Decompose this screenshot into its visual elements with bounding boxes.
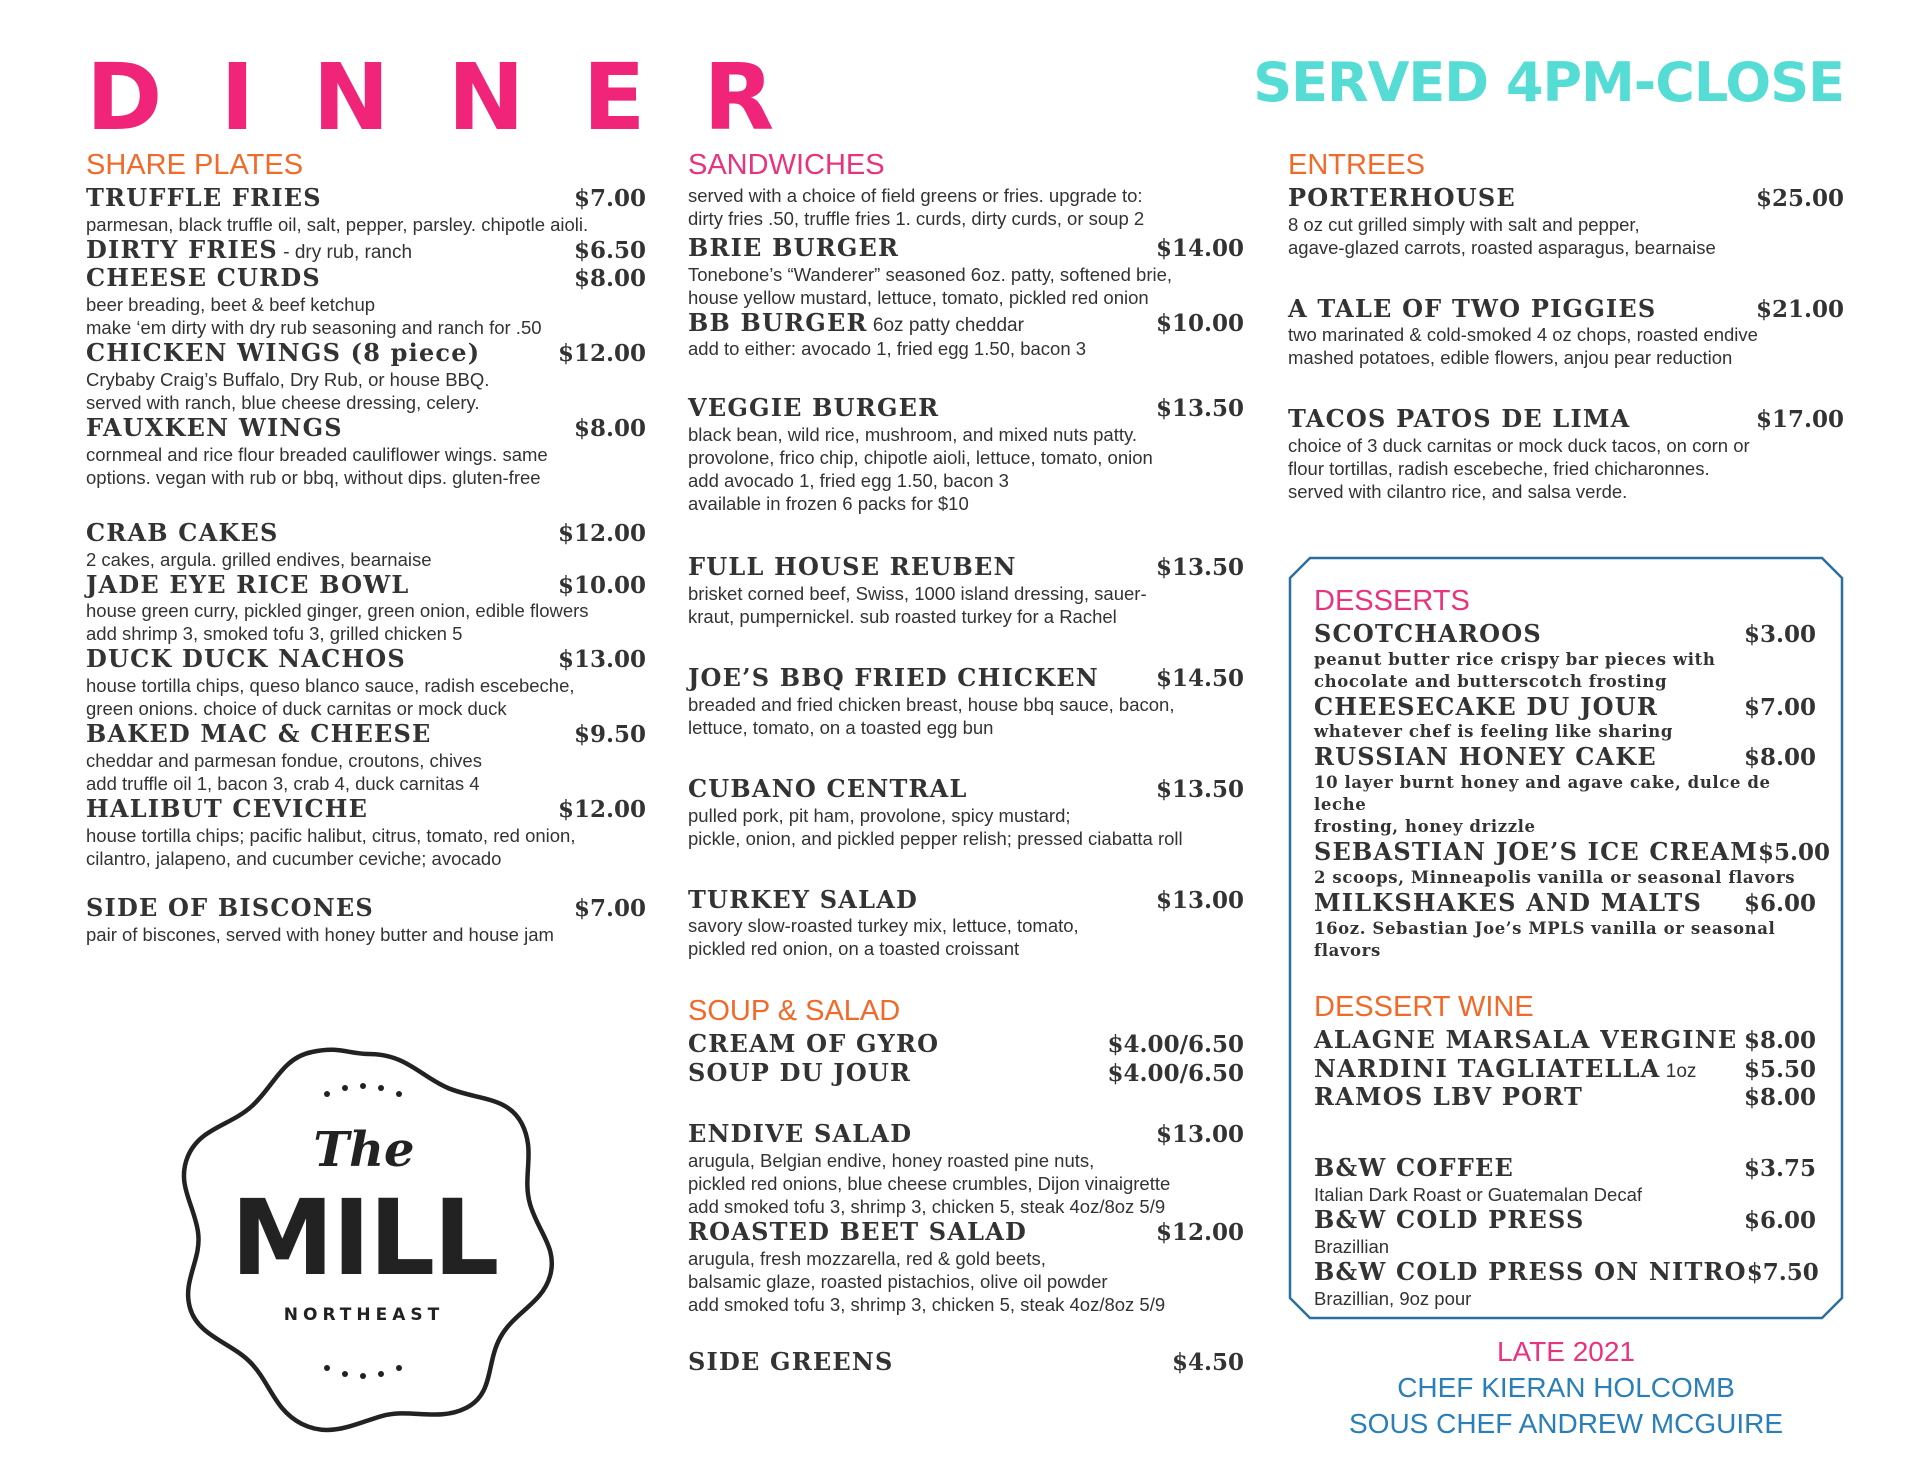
menu-item-name — [86, 184, 322, 213]
menu-item-row — [86, 894, 646, 923]
menu-item-description: peanut butter rice crispy bar pieces with — [1314, 649, 1716, 669]
menu-item-price: $13.00 — [557, 646, 646, 674]
menu-item-description: parmesan, black truffle oil, salt, pepper, parsley. chipotle aioli. — [86, 213, 589, 235]
menu-item-price: $13.00 — [1155, 886, 1244, 914]
menu-item-description: add smoked tofu 3, shrimp 3, chicken 5, steak 4oz/8oz 5/9 — [688, 1293, 1166, 1315]
menu-item-name — [86, 236, 412, 265]
menu-item-description: agave-glazed carrots, roasted asparagus, bearnaise — [1288, 236, 1716, 258]
menu-item-name-text: CHICKEN WINGS (8 piece) — [86, 338, 481, 368]
menu-item-name — [688, 664, 1099, 693]
menu-item-price: $12.00 — [1155, 1218, 1244, 1246]
menu-item-name — [688, 1120, 912, 1149]
section-heading-share-plates: SHARE PLATES — [86, 149, 304, 181]
menu-item-name — [86, 414, 343, 443]
menu-item-description: Tonebone’s “Wanderer” seasoned 6oz. patty, softened brie, — [688, 263, 1173, 285]
menu-item — [688, 553, 1244, 628]
menu-item-name — [688, 309, 1024, 338]
menu-item-row — [1314, 693, 1816, 722]
coffee-list — [1314, 1153, 1819, 1309]
desserts-box — [1288, 556, 1844, 1320]
credits-season: LATE 2021 — [1496, 1336, 1636, 1367]
menu-item-price: $10.00 — [557, 571, 646, 599]
menu-item-name-text: BRIE BURGER — [688, 232, 900, 262]
sandwiches-list — [688, 234, 1244, 961]
sandwiches-intro — [688, 184, 1244, 230]
menu-item-note: 1oz — [1660, 1060, 1697, 1082]
menu-item-price: $12.00 — [557, 796, 646, 824]
logo-main: MILL — [230, 1177, 498, 1299]
menu-item-description: kraut, pumpernickel. sub roasted turkey for a Rachel — [688, 606, 1117, 628]
menu-item-description: pair of biscones, served with honey butter and house jam — [86, 923, 554, 945]
menu-item-name — [688, 394, 939, 423]
menu-item-price: $9.50 — [573, 721, 646, 749]
menu-item-row — [688, 664, 1244, 693]
menu-item-row — [1314, 1256, 1819, 1287]
menu-item-name-text: ALAGNE MARSALA VERGINE — [1314, 1024, 1738, 1054]
menu-item-description: provolone, frico chip, chipotle aioli, lettuce, tomato, onion — [688, 447, 1153, 469]
menu-item-name-text: DIRTY FRIES — [86, 234, 278, 264]
menu-item — [688, 775, 1244, 850]
menu-item-price: $17.00 — [1755, 406, 1844, 434]
menu-item-description: brisket corned beef, Swiss, 1000 island dressing, sauer- — [688, 583, 1147, 605]
menu-item-name-text: PORTERHOUSE — [1288, 182, 1516, 212]
menu-item-price: $6.00 — [1743, 890, 1816, 918]
menu-item-row — [86, 645, 646, 674]
menu-item-description: house yellow mustard, lettuce, tomato, pickled red onion — [688, 286, 1149, 308]
menu-item — [688, 394, 1244, 515]
menu-item-name-text: BB BURGER — [688, 307, 868, 337]
menu-item-row — [1314, 1055, 1816, 1084]
menu-item-name — [688, 553, 1017, 582]
credits — [1288, 1334, 1844, 1442]
menu-item-name-text: FAUXKEN WINGS — [86, 413, 343, 443]
menu-item-price: $14.50 — [1155, 665, 1244, 693]
menu-item-name-text: RAMOS LBV PORT — [1314, 1082, 1583, 1112]
menu-item — [688, 886, 1244, 961]
menu-item-name — [86, 571, 410, 600]
menu-item-name-text: SOUP DU JOUR — [688, 1058, 912, 1088]
menu-item-name — [1314, 1026, 1737, 1055]
menu-item-description: add avocado 1, fried egg 1.50, bacon 3 — [688, 470, 1009, 492]
menu-item-description: 10 layer burnt honey and agave cake, dulce de leche — [1314, 773, 1771, 815]
menu-item — [86, 414, 646, 489]
menu-item-name — [1314, 1055, 1696, 1084]
menu-item-name-text: ROASTED BEET SALAD — [688, 1216, 1028, 1246]
menu-item-description: house tortilla chips; pacific halibut, citrus, tomato, red onion, — [86, 824, 576, 846]
menu-item-price: $4.50 — [1171, 1348, 1244, 1376]
menu-item — [86, 236, 646, 265]
menu-item-name — [1314, 889, 1702, 918]
menu-item-price: $8.00 — [1743, 1084, 1816, 1112]
menu-item-name — [1314, 1258, 1747, 1287]
menu-item-description: whatever chef is feeling like sharing — [1314, 722, 1674, 742]
menu-item-price: $25.00 — [1755, 184, 1844, 212]
menu-item-name — [1314, 1154, 1514, 1183]
soup-salad-list — [688, 1030, 1244, 1376]
menu-item-name-text: TACOS PATOS DE LIMA — [1288, 404, 1631, 434]
menu-item-note: 6oz patty cheddar — [867, 314, 1024, 336]
menu-item-name-text: A TALE OF TWO PIGGIES — [1288, 293, 1657, 323]
menu-item-price: $8.00 — [573, 265, 646, 293]
menu-title: DINNER — [86, 44, 833, 151]
menu-item-description: pickled red onions, blue cheese crumbles, Dijon vinaigrette — [688, 1172, 1171, 1194]
menu-item-price: $13.50 — [1155, 554, 1244, 582]
menu-item-row — [1314, 1206, 1816, 1235]
menu-item-row — [688, 234, 1244, 263]
spacer — [1314, 1112, 1816, 1154]
menu-item-name — [86, 339, 480, 368]
menu-item-name — [1314, 1083, 1583, 1112]
menu-item — [1314, 743, 1816, 838]
menu-item-description: add truffle oil 1, bacon 3, crab 4, duck carnitas 4 — [86, 773, 480, 795]
menu-item — [86, 795, 646, 870]
menu-item — [86, 571, 646, 646]
menu-item — [1314, 620, 1816, 693]
menu-item-row — [1314, 1154, 1816, 1183]
menu-item — [688, 1120, 1244, 1218]
menu-item-price: $7.50 — [1746, 1258, 1819, 1286]
menu-item-description: options. vegan with rub or bbq, without dips. gluten-free — [86, 466, 541, 488]
menu-item — [1314, 693, 1816, 744]
entrees-list — [1288, 184, 1844, 503]
menu-item-row — [86, 519, 646, 548]
menu-item-name-text: B&W COLD PRESS ON NITRO — [1314, 1256, 1747, 1286]
menu-item — [688, 1030, 1244, 1059]
menu-item-note: - dry rub, ranch — [277, 241, 413, 263]
menu-item-name-text: JADE EYE RICE BOWL — [86, 569, 410, 599]
menu-item-price: $4.00/6.50 — [1107, 1060, 1244, 1088]
menu-item-price: $8.00 — [1743, 744, 1816, 772]
menu-item — [1314, 1154, 1816, 1206]
menu-item-row — [688, 1059, 1244, 1088]
menu-item-name-text: B&W COLD PRESS — [1314, 1204, 1585, 1234]
menu-item — [1314, 1055, 1816, 1084]
menu-item-description: 2 scoops, Minneapolis vanilla or seasonal flavors — [1314, 868, 1796, 888]
menu-item-name-text: TURKEY SALAD — [688, 884, 919, 914]
menu-item-name — [688, 1030, 939, 1059]
menu-item-description: two marinated & cold-smoked 4 oz chops, roasted endive — [1288, 324, 1758, 346]
section-heading-desserts: DESSERTS — [1314, 585, 1470, 617]
menu-item-row — [1314, 1083, 1816, 1112]
menu-item — [1288, 184, 1844, 259]
menu-item-price: $12.00 — [557, 340, 646, 368]
menu-item-row — [688, 309, 1244, 338]
menu-item-description: add shrimp 3, smoked tofu 3, grilled chicken 5 — [86, 623, 463, 645]
credits-sous-chef: SOUS CHEF ANDREW MCGUIRE — [1348, 1408, 1784, 1439]
section-heading-dessert-wine: DESSERT WINE — [1314, 990, 1534, 1023]
menu-item-name-text: SCOTCHAROOS — [1314, 618, 1542, 648]
menu-item-row — [1314, 620, 1816, 649]
menu-item-price: $21.00 — [1755, 295, 1844, 323]
menu-item-description: choice of 3 duck carnitas or mock duck tacos, on corn or — [1288, 435, 1750, 457]
menu-item — [688, 1059, 1244, 1088]
menu-item-description: house green curry, pickled ginger, green onion, edible flowers — [86, 600, 589, 622]
menu-item-row — [86, 795, 646, 824]
menu-item — [86, 720, 646, 795]
menu-item-price: $6.50 — [573, 236, 646, 264]
menu-item-name-text: ENDIVE SALAD — [688, 1118, 913, 1148]
menu-item-name-text: FULL HOUSE REUBEN — [688, 552, 1017, 582]
menu-item-description: lettuce, tomato, on a toasted egg bun — [688, 716, 994, 738]
sandwiches-intro-line: served with a choice of field greens or fries. upgrade to: — [688, 184, 1143, 206]
section-heading-soup-salad: SOUP & SALAD — [688, 995, 901, 1028]
menu-item — [688, 234, 1244, 309]
menu-item-description: add smoked tofu 3, shrimp 3, chicken 5, steak 4oz/8oz 5/9 — [688, 1195, 1166, 1217]
menu-item-price: $13.00 — [1155, 1120, 1244, 1148]
menu-item — [1314, 889, 1816, 962]
menu-item-row — [86, 720, 646, 749]
menu-item-description: Brazillian — [1314, 1235, 1390, 1257]
menu-item-row — [688, 886, 1244, 915]
menu-item-description: served with ranch, blue cheese dressing, celery. — [86, 392, 480, 414]
menu-item-row — [86, 571, 646, 600]
menu-item-row — [86, 236, 646, 265]
menu-item — [1288, 405, 1844, 503]
menu-item-name — [1314, 693, 1658, 722]
menu-item — [86, 645, 646, 720]
menu-item-name — [86, 795, 368, 824]
menu-item-price: $8.00 — [573, 415, 646, 443]
menu-item-description: black bean, wild rice, mushroom, and mixed nuts patty. — [688, 424, 1138, 446]
menu-item-name-text: RUSSIAN HONEY CAKE — [1314, 742, 1657, 772]
menu-item-row — [688, 394, 1244, 423]
menu-item-name — [86, 720, 431, 749]
menu-item — [1314, 1083, 1816, 1112]
menu-item-row — [688, 775, 1244, 804]
share-plates-list — [86, 184, 646, 946]
menu-item-price: $12.00 — [557, 519, 646, 547]
menu-item-name-text: TRUFFLE FRIES — [86, 182, 322, 212]
menu-item-description: flour tortillas, radish escebeche, fried chicharonnes. — [1288, 458, 1710, 480]
menu-item-row — [688, 1218, 1244, 1247]
menu-item-price: $10.00 — [1155, 309, 1244, 337]
menu-item-name — [1288, 295, 1656, 324]
menu-item-description: 2 cakes, argula. grilled endives, bearnaise — [86, 548, 432, 570]
menu-item-name — [688, 775, 968, 804]
menu-item-price: $7.00 — [573, 184, 646, 212]
menu-item — [1288, 295, 1844, 370]
menu-item-name — [1288, 405, 1630, 434]
menu-item-price: $7.00 — [573, 894, 646, 922]
menu-item-price: $8.00 — [1743, 1026, 1816, 1054]
served-hours: SERVED 4PM-CLOSE — [1253, 51, 1844, 114]
menu-item-row — [688, 553, 1244, 582]
menu-item-row — [1314, 743, 1816, 772]
menu-item-price: $3.75 — [1743, 1155, 1816, 1183]
menu-item-name-text: SEBASTIAN JOE’S ICE CREAM — [1314, 837, 1758, 867]
menu-item-name-text: CRAB CAKES — [86, 517, 279, 547]
menu-item-name-text: VEGGIE BURGER — [688, 393, 940, 423]
menu-item-name-text: B&W COFFEE — [1314, 1153, 1514, 1183]
menu-item-name — [688, 234, 899, 263]
menu-item-name — [688, 1059, 911, 1088]
menu-item-description: savory slow-roasted turkey mix, lettuce, tomato, — [688, 915, 1079, 937]
menu-item-description: frosting, honey drizzle — [1314, 817, 1536, 837]
menu-item-description: 8 oz cut grilled simply with salt and pepper, — [1288, 213, 1640, 235]
menu-item-name-text: CHEESE CURDS — [86, 263, 321, 293]
desserts-box-content — [1314, 585, 1830, 1310]
menu-item-description: chocolate and butterscotch frosting — [1314, 671, 1668, 691]
logo-badge — [170, 1036, 568, 1436]
menu-item — [86, 264, 646, 339]
dessert-wine-list — [1314, 1026, 1816, 1112]
sandwiches-intro-line: dirty fries .50, truffle fries 1. curds, dirty curds, or soup 2 — [688, 207, 1145, 229]
logo-script: The — [313, 1122, 415, 1178]
menu-item — [86, 894, 646, 946]
menu-item-name-text: CREAM OF GYRO — [688, 1029, 940, 1059]
credits-chef: CHEF KIERAN HOLCOMB — [1397, 1372, 1735, 1403]
menu-item-description: arugula, fresh mozzarella, red & gold beets, — [688, 1247, 1046, 1269]
menu-item-name-text: CUBANO CENTRAL — [688, 773, 968, 803]
menu-item-description: cilantro, jalapeno, and cucumber ceviche; avocado — [86, 847, 502, 869]
menu-item — [86, 339, 646, 414]
menu-item-row — [1288, 405, 1844, 434]
menu-item-description: breaded and fried chicken breast, house bbq sauce, bacon, — [688, 693, 1175, 715]
menu-item — [1314, 1256, 1819, 1310]
menu-item-description: available in frozen 6 packs for $10 — [688, 493, 969, 515]
menu-item-price: $6.00 — [1743, 1206, 1816, 1234]
menu-item-name-text: HALIBUT CEVICHE — [86, 794, 369, 824]
menu-item-row — [688, 1120, 1244, 1149]
menu-item-price: $14.00 — [1155, 234, 1244, 262]
menu-item-name-text: MILKSHAKES AND MALTS — [1314, 888, 1703, 918]
menu-item-description: balsamic glaze, roasted pistachios, olive oil powder — [688, 1270, 1108, 1292]
menu-item-row — [86, 184, 646, 213]
menu-item-name — [688, 1218, 1027, 1247]
menu-item-name — [688, 1348, 894, 1377]
section-heading-sandwiches: SANDWICHES — [688, 149, 885, 181]
logo-sub: NORTHEAST — [283, 1305, 445, 1325]
menu-item-row — [86, 414, 646, 443]
menu-item-description: pulled pork, pit ham, provolone, spicy mustard; — [688, 804, 1071, 826]
menu-item-price: $13.50 — [1155, 775, 1244, 803]
menu-item-row — [688, 1030, 1244, 1059]
menu-item-description: green onions. choice of duck carnitas or mock duck — [86, 698, 507, 720]
menu-item-description: house tortilla chips, queso blanco sauce, radish escebeche, — [86, 675, 575, 697]
menu-item-name — [1288, 184, 1516, 213]
share-plates-column — [86, 150, 646, 946]
menu-item-name — [688, 886, 918, 915]
menu-item-description: served with cilantro rice, and salsa verde. — [1288, 481, 1628, 503]
menu-item-description: mashed potatoes, edible flowers, anjou pear reduction — [1288, 347, 1733, 369]
menu-item-description: cornmeal and rice flour breaded cauliflower wings. same — [86, 443, 548, 465]
menu-item — [1314, 837, 1830, 889]
menu-item-row — [1314, 1026, 1816, 1055]
menu-item-row — [688, 1348, 1244, 1377]
menu-item-name — [86, 519, 279, 548]
sandwiches-column — [688, 150, 1244, 1376]
menu-item-row — [86, 264, 646, 293]
menu-item-name-text: DUCK DUCK NACHOS — [86, 644, 406, 674]
entrees-column — [1288, 150, 1844, 503]
menu-item-row — [86, 339, 646, 368]
menu-item-name — [86, 894, 374, 923]
menu-item-name-text: NARDINI TAGLIATELLA — [1314, 1053, 1661, 1083]
menu-item-name-text: SIDE GREENS — [688, 1346, 894, 1376]
menu-item — [86, 184, 646, 236]
menu-item-name — [1314, 620, 1542, 649]
menu-item-row — [1314, 837, 1830, 867]
menu-item-row — [1288, 184, 1844, 213]
menu-item-name — [86, 645, 406, 674]
menu-item — [688, 309, 1244, 361]
menu-item-description: cheddar and parmesan fondue, croutons, chives — [86, 750, 482, 772]
menu-item-description: 16oz. Sebastian Joe’s MPLS vanilla or seasonal flavors — [1314, 918, 1776, 960]
menu-item-name-text: SIDE OF BISCONES — [86, 892, 374, 922]
menu-item-name — [1314, 838, 1758, 867]
menu-item — [688, 664, 1244, 739]
menu-item-row — [1288, 295, 1844, 324]
menu-item-price: $5.50 — [1743, 1055, 1816, 1083]
menu-item-description: beer breading, beet & beef ketchup — [86, 294, 376, 316]
section-heading-entrees: ENTREES — [1288, 149, 1425, 181]
menu-item-name-text: CHEESECAKE DU JOUR — [1314, 691, 1659, 721]
menu-item — [688, 1348, 1244, 1377]
menu-item-description: Brazillian, 9oz pour — [1314, 1287, 1472, 1309]
menu-item-description: pickle, onion, and pickled pepper relish; pressed ciabatta roll — [688, 827, 1183, 849]
menu-item-description: pickled red onion, on a toasted croissant — [688, 938, 1020, 960]
menu-item-name-text: JOE’S BBQ FRIED CHICKEN — [688, 663, 1099, 693]
menu-item-price: $4.00/6.50 — [1107, 1031, 1244, 1059]
menu-item-name — [86, 264, 321, 293]
the-mill-logo — [170, 1036, 568, 1436]
menu-item — [688, 1218, 1244, 1316]
menu-item-description: add to either: avocado 1, fried egg 1.50, bacon 3 — [688, 338, 1087, 360]
menu-item-price: $5.00 — [1757, 839, 1830, 867]
menu-item-description: Crybaby Craig’s Buffalo, Dry Rub, or house BBQ. — [86, 369, 490, 391]
menu-item-price: $7.00 — [1743, 693, 1816, 721]
menu-item-price: $3.00 — [1743, 620, 1816, 648]
menu-item-name-text: BAKED MAC & CHEESE — [86, 719, 432, 749]
menu-item-price: $13.50 — [1155, 395, 1244, 423]
menu-item-description: arugula, Belgian endive, honey roasted pine nuts, — [688, 1149, 1095, 1171]
desserts-list — [1314, 618, 1830, 962]
menu-item — [1314, 1206, 1816, 1258]
menu-item — [86, 519, 646, 571]
menu-item — [1314, 1026, 1816, 1055]
menu-item-name — [1314, 1206, 1585, 1235]
menu-item-description: make ‘em dirty with dry rub seasoning and ranch for .50 — [86, 317, 542, 339]
menu-item-description: Italian Dark Roast or Guatemalan Decaf — [1314, 1183, 1643, 1205]
menu-item-name — [1314, 743, 1657, 772]
menu-item-row — [1314, 889, 1816, 918]
